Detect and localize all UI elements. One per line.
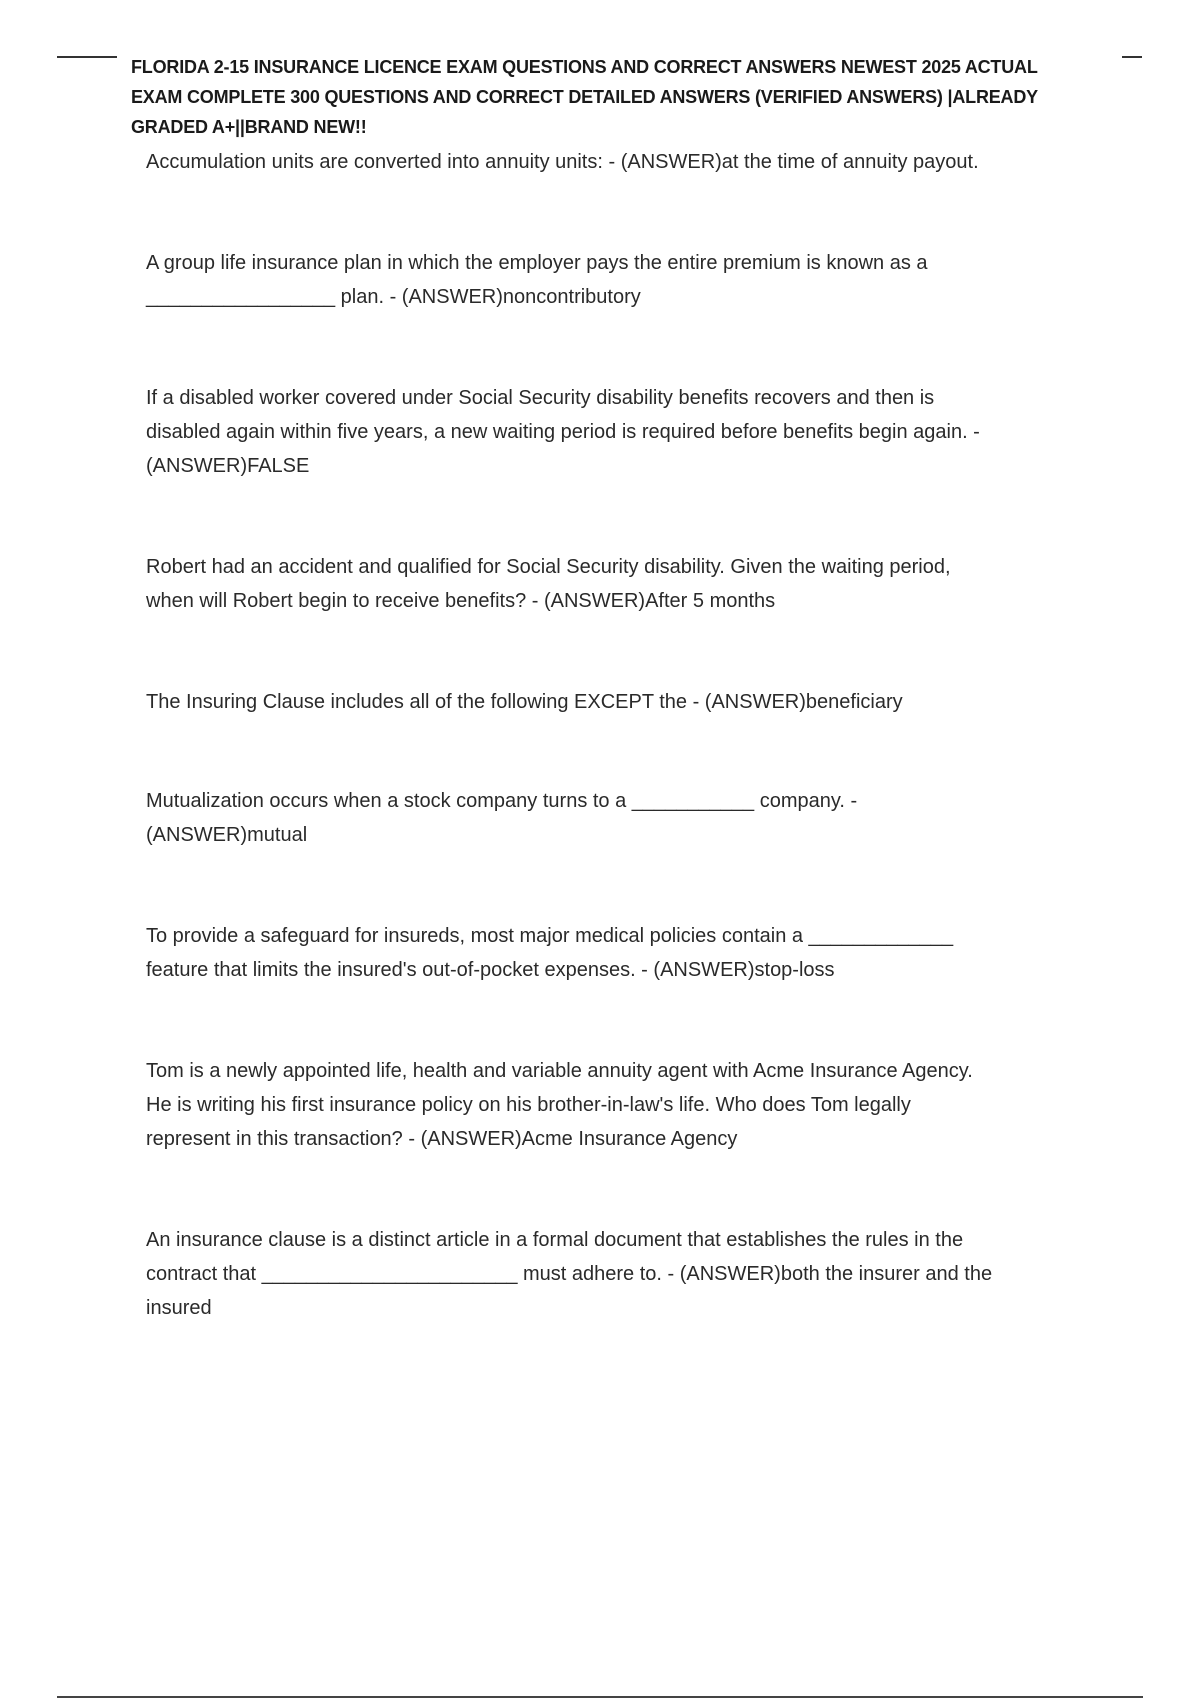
footer-rule: [57, 1696, 1143, 1698]
qa-item-4: Robert had an accident and qualified for Social Security disability. Given the waiting period, when will Robert begin to receive benefits? - (ANSWER)After 5 months: [146, 556, 951, 612]
header-rule-left: [57, 56, 117, 58]
qa-item-7: To provide a safeguard for insureds, most major medical policies contain a _____________ feature that limits the insured's out-of-pocket expenses. - (ANSWER)stop-loss: [146, 925, 954, 981]
qa-item-9: An insurance clause is a distinct article in a formal document that establishes the rules in the contract that _______________________ must adhere to. - (ANSWER)both the insurer and the insured: [146, 1229, 993, 1319]
header-rule-right: [1122, 56, 1142, 58]
qa-item-8: Tom is a newly appointed life, health and variable annuity agent with Acme Insurance Agency. He is writing his first insurance policy on his brother-in-law's life. Who does Tom legally represent in this transaction? - (ANSWER)Acme Insurance Agency: [146, 1060, 973, 1150]
qa-item-2: A group life insurance plan in which the employer pays the entire premium is known as a _________________ plan. - (ANSWER)noncontributory: [146, 252, 928, 308]
qa-item-1: Accumulation units are converted into annuity units: - (ANSWER)at the time of annuity payout.: [146, 151, 979, 173]
qa-item-6: Mutualization occurs when a stock company turns to a ___________ company. - (ANSWER)mutual: [146, 790, 858, 846]
document-title: FLORIDA 2-15 INSURANCE LICENCE EXAM QUESTIONS AND CORRECT ANSWERS NEWEST 2025 ACTUAL EXAM COMPLETE 300 QUESTIONS AND CORRECT DETAILED ANSWERS (VERIFIED ANSWERS) |ALREADY GRADED A+||BRAND NEW!!: [131, 57, 1038, 137]
qa-item-3: If a disabled worker covered under Social Security disability benefits recovers and then is disabled again within five years, a new waiting period is required before benefits begin again. - (ANSWER)FALSE: [146, 387, 980, 477]
qa-list: [146, 145, 1086, 1325]
qa-item-5: The Insuring Clause includes all of the following EXCEPT the - (ANSWER)beneficiary: [146, 691, 903, 713]
